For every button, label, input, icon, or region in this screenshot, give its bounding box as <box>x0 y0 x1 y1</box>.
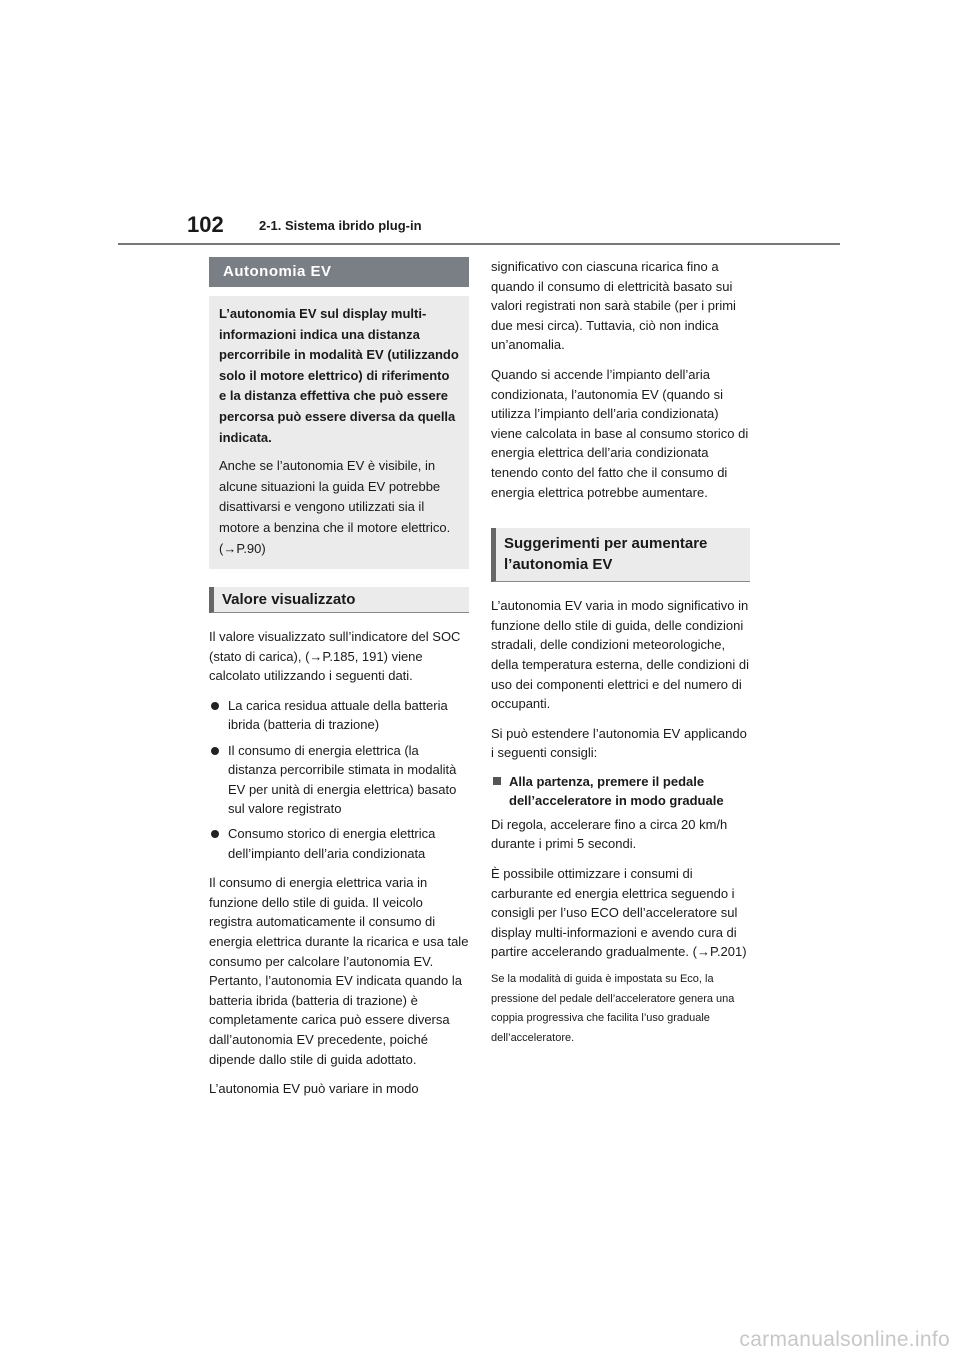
list-item-text: Consumo storico di energia elettrica dell’impianto dell’aria condizionata <box>228 826 436 861</box>
list-item <box>209 824 469 863</box>
page-number: 102 <box>187 212 224 237</box>
bullet-list <box>209 696 469 863</box>
paragraph-range-varies: L’autonomia EV varia in modo significativo in funzione dello stile di guida, delle condizioni stradali, delle condizioni meteorologiche, della temperatura esterna, delle condizioni di uso dei componenti elettrici e del numero di occupanti. <box>491 598 749 712</box>
paragraph-continued: significativo con ciascuna ricarica fino a quando il consumo di elettricità basato sui valori registrati non sarà stabile (per i primi due mesi circa). Tuttavia, ciò non indica un’anomalia. <box>491 259 736 353</box>
header-divider <box>118 243 840 245</box>
list-item-text: La carica residua attuale della batteria ibrida (batteria di trazione) <box>228 697 448 733</box>
right-column <box>491 257 750 1048</box>
info-body: Anche se l’autonomia EV è visibile, in alcune situazioni la guida EV potrebbe disattivarsi e vengono utilizzati sia il motore a benzina che il motore elettrico. (→P.90) <box>219 458 451 556</box>
subheading-suggerimenti: Suggerimenti per aumentare l’autonomia EV <box>491 528 750 582</box>
subheading-valore-visualizzato: Valore visualizzato <box>209 587 469 613</box>
tip-paragraph-2: È possibile ottimizzare i consumi di carburante ed energia elettrica seguendo i consigli per l’uso ECO dell’acceleratore sul display multi-informazioni e avendo cura di partire accelerando gradualmente. (→P.201) <box>491 866 747 960</box>
tip-paragraph-1: Di regola, accelerare fino a circa 20 km/h durante i primi 5 secondi. <box>491 816 728 852</box>
watermark: carmanualsonline.info <box>739 1328 950 1351</box>
bullet-icon <box>211 830 219 838</box>
left-column <box>209 257 469 1099</box>
info-lead: L’autonomia EV sul display multi-informazioni indica una distanza percorribile in modalità EV (utilizzando solo il motore elettrico) di riferimento e la distanza effettiva che può essere percorsa può essere diversa da quella indicata. <box>219 306 459 445</box>
paragraph-air-conditioning: Quando si accende l’impianto dell’aria condizionata, l’autonomia EV (quando si utilizza l’impianto dell’aria condizionata) viene calcolata in base al consumo storico di energia elettrica dell’aria condizionata tenendo conto del fatto che il consumo di energia elettrica potrebbe aumentare. <box>491 366 749 500</box>
paragraph-variation: L’autonomia EV può variare in modo <box>209 1081 419 1097</box>
note-small: Se la modalità di guida è impostata su Eco, la pressione del pedale dell’acceleratore genera una coppia progressiva che facilita l’uso graduale dell’acceleratore. <box>491 973 735 1044</box>
list-item-text: Il consumo di energia elettrica (la distanza percorribile stimata in modalità EV per unità di energia elettrica) basato sul valore registrato <box>228 742 457 816</box>
section-title: 2-1. Sistema ibrido plug-in <box>259 218 422 233</box>
tip-heading <box>491 772 750 811</box>
bullet-icon <box>211 747 219 755</box>
paragraph-consumption: Il consumo di energia elettrica varia in funzione dello stile di guida. Il veicolo registra automaticamente il consumo di energia elettrica durante la ricarica e usa tale consumo per calcolare l’autonomia EV. Pertanto, l’autonomia EV indicata quando la batteria ibrida (batteria di trazione) è completamente carica può essere diversa dall’autonomia EV precedente, poiché dipende dallo stile di guida adottato. <box>209 875 469 1067</box>
info-box <box>209 296 469 569</box>
paragraph-extend: Si può estendere l’autonomia EV applicando i seguenti consigli: <box>491 725 747 761</box>
heading-autonomia-ev: Autonomia EV <box>209 257 469 287</box>
bullet-icon <box>211 702 219 710</box>
list-item <box>209 741 469 819</box>
list-item <box>209 696 469 735</box>
square-bullet-icon <box>493 777 501 785</box>
tip-heading-text: Alla partenza, premere il pedale dell’acceleratore in modo graduale <box>509 773 724 809</box>
intro-paragraph: Il valore visualizzato sull’indicatore del SOC (stato di carica), (→P.185, 191) viene calcolato utilizzando i seguenti dati. <box>209 629 461 684</box>
